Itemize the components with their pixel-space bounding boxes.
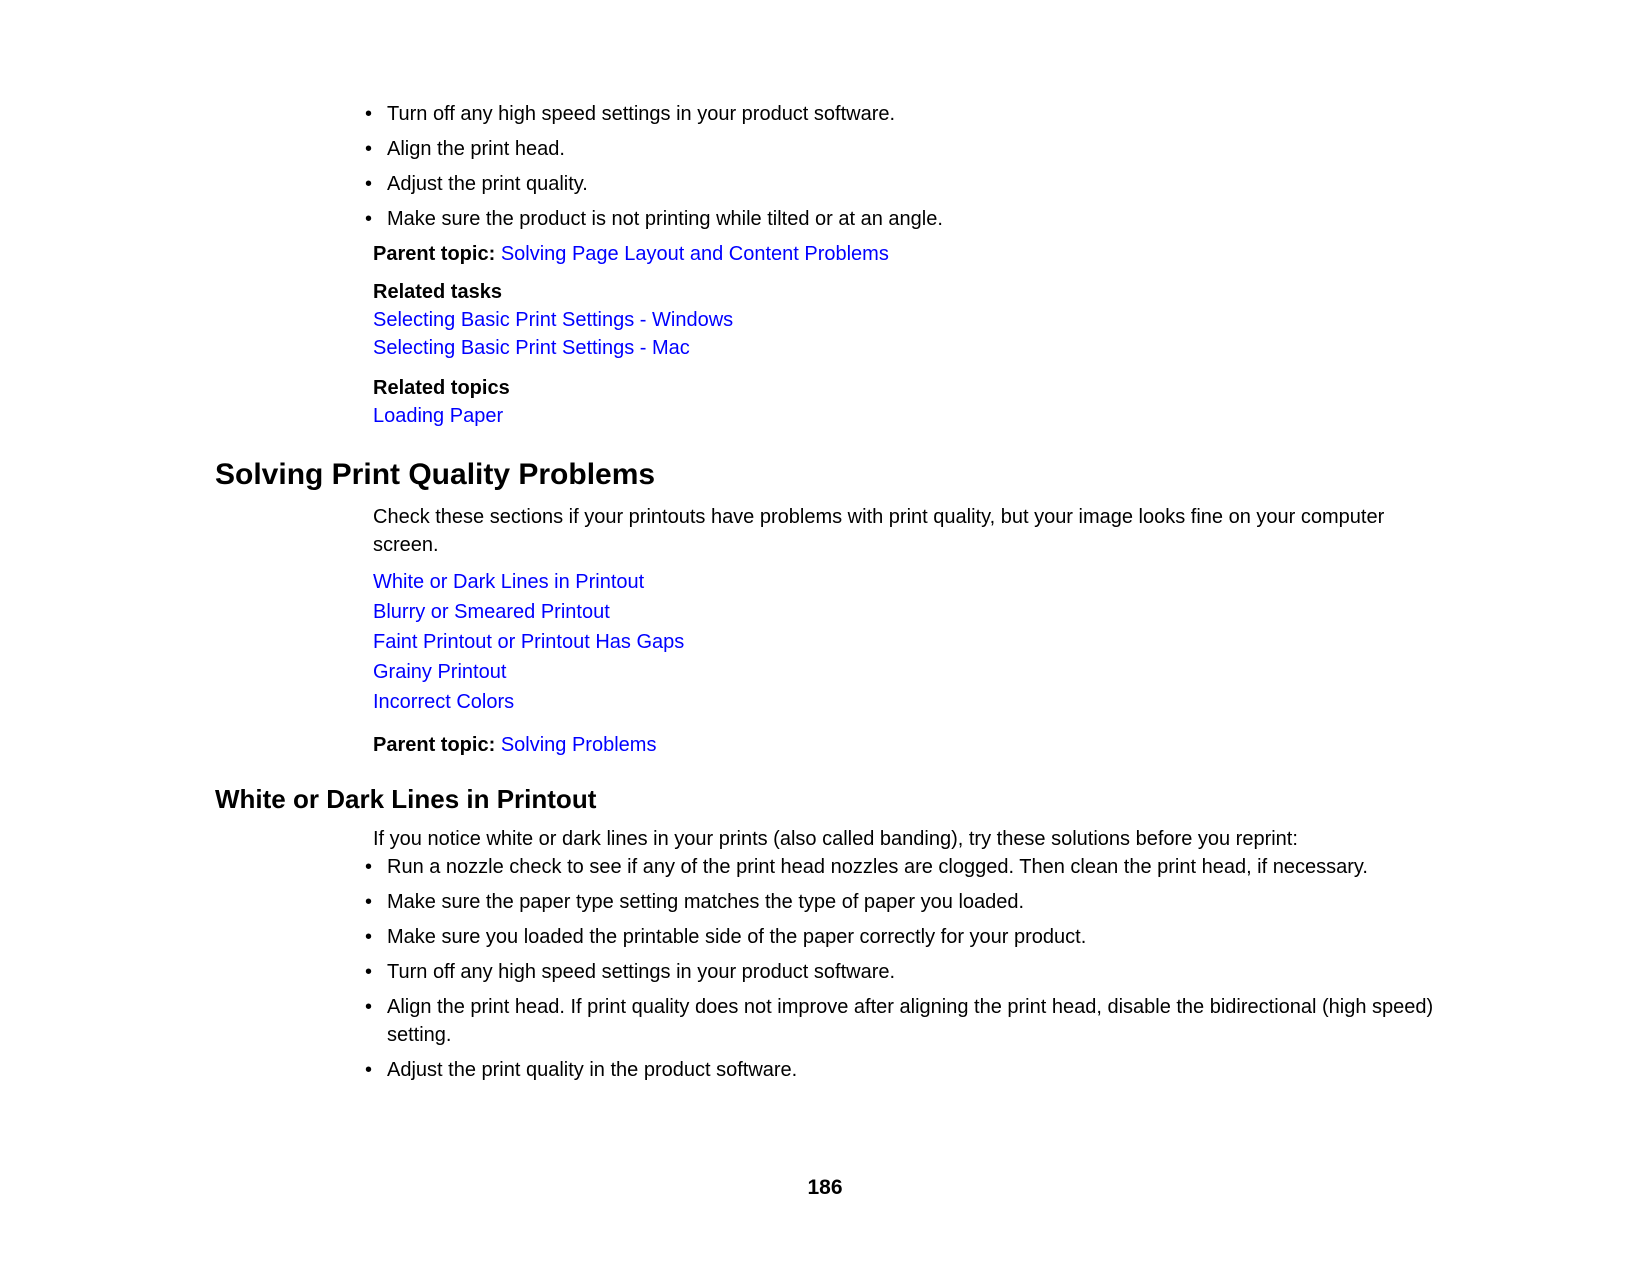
solutions-bullet-list xyxy=(365,100,1437,233)
intro-paragraph: If you notice white or dark lines in your prints (also called banding), try these solutions before you reprint: xyxy=(373,828,1298,850)
bullet-item: • Run a nozzle check to see if any of the print head nozzles are clogged. Then clean the print head, if necessary. xyxy=(365,853,1437,881)
bullet-item: • Turn off any high speed settings in your product software. xyxy=(365,958,1437,986)
bullet-item: • Align the print head. If print quality does not improve after aligning the print head, disable the bidirectional (high speed) setting. xyxy=(365,993,1437,1049)
page-content xyxy=(0,100,1650,1091)
bullet-item: • Adjust the print quality. xyxy=(365,170,1437,198)
section-intro xyxy=(373,825,1437,853)
parent-topic-row xyxy=(373,731,1437,759)
parent-topic-link-solving-page-layout[interactable]: Solving Page Layout and Content Problems xyxy=(500,243,889,265)
related-tasks-block xyxy=(373,278,1437,362)
bullet-item: • Adjust the print quality in the product software. xyxy=(365,1056,1437,1084)
related-topics-block xyxy=(373,374,1437,430)
page-number: 186 xyxy=(807,1176,843,1199)
link-loading-paper[interactable]: Loading Paper xyxy=(373,405,504,427)
link-white-or-dark-lines-in-printout[interactable]: White or Dark Lines in Printout xyxy=(373,571,645,593)
link-blurry-or-smeared-printout[interactable]: Blurry or Smeared Printout xyxy=(373,601,610,623)
section-heading-solving-print-quality-problems: Solving Print Quality Problems xyxy=(215,458,656,491)
link-incorrect-colors[interactable]: Incorrect Colors xyxy=(373,691,515,713)
bullet-item: • Make sure the paper type setting matches the type of paper you loaded. xyxy=(365,888,1437,916)
subtopic-link-list xyxy=(373,567,1437,717)
link-faint-printout-or-printout-has-gaps[interactable]: Faint Printout or Printout Has Gaps xyxy=(373,631,685,653)
bullet-item: • Align the print head. xyxy=(365,135,1437,163)
parent-topic-label: Parent topic: xyxy=(373,734,496,756)
bullet-item: • Turn off any high speed settings in your product software. xyxy=(365,100,1437,128)
link-grainy-printout[interactable]: Grainy Printout xyxy=(373,661,507,683)
section-intro xyxy=(373,503,1437,559)
intro-paragraph: Check these sections if your printouts have problems with print quality, but your image looks fine on your computer screen. xyxy=(373,506,1385,556)
related-tasks-heading: Related tasks xyxy=(373,281,502,303)
parent-topic-label: Parent topic: xyxy=(373,243,496,265)
section-heading-white-or-dark-lines-in-printout: White or Dark Lines in Printout xyxy=(215,784,597,814)
related-topics-heading: Related topics xyxy=(373,377,510,399)
link-selecting-basic-print-settings-windows[interactable]: Selecting Basic Print Settings - Windows xyxy=(373,309,734,331)
banding-solutions-bullet-list xyxy=(365,853,1437,1084)
link-selecting-basic-print-settings-mac[interactable]: Selecting Basic Print Settings - Mac xyxy=(373,337,690,359)
parent-topic-row xyxy=(373,240,1437,268)
bullet-item: • Make sure the product is not printing while tilted or at an angle. xyxy=(365,205,1437,233)
parent-topic-link-solving-problems[interactable]: Solving Problems xyxy=(500,734,657,756)
bullet-item: • Make sure you loaded the printable side of the paper correctly for your product. xyxy=(365,923,1437,951)
